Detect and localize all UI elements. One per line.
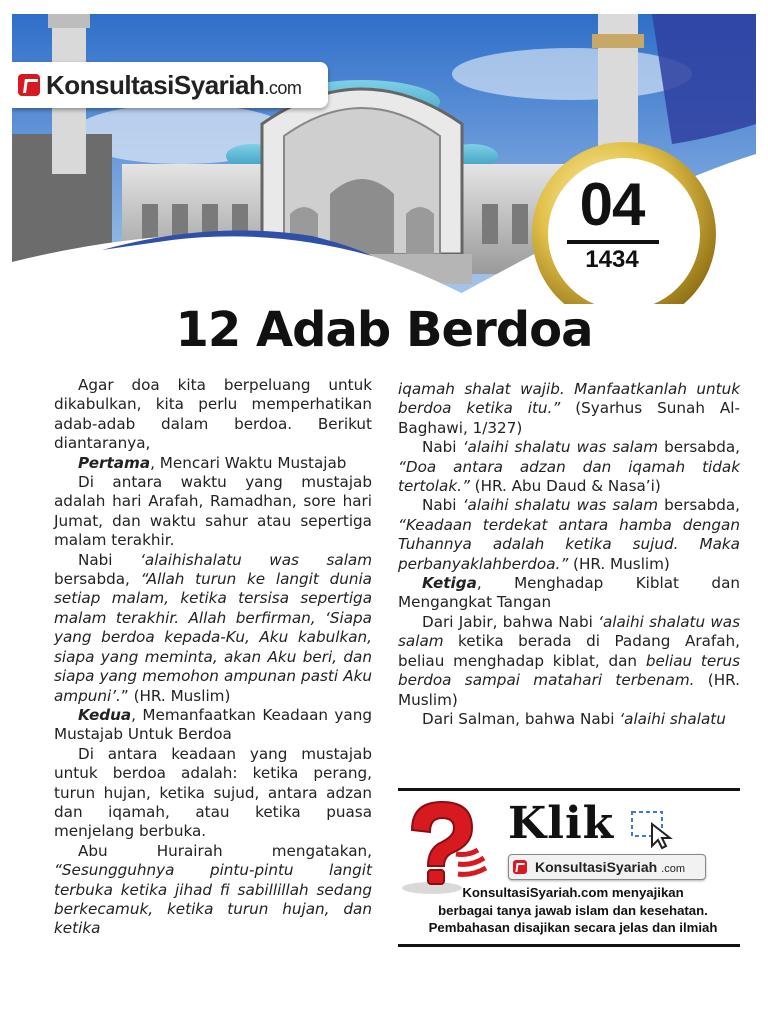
klik-heading: Klik	[508, 798, 615, 849]
section-heading: Ketiga, Menghadap Kiblat dan Mengangkat Tangan	[398, 574, 740, 612]
paragraph: Nabi ‘alaihi shalatu was salam bersabda, “Keadaan terdekat antara hamba dengan Tuhannya adalah ketika sujud. Maka perbanyaklahberdoa.” (HR. Muslim)	[398, 496, 741, 573]
cursor-click-icon	[630, 810, 674, 850]
promo-line: Pembahasan disajikan secara jelas dan ilmiah	[428, 920, 718, 935]
paragraph: Agar doa kita berpeluang untuk dikabulkan, kita perlu memperhatikan adab-adab dalam berdoa. Berikut diantaranya,	[54, 376, 372, 453]
header-banner	[12, 14, 756, 304]
paragraph: Dari Salman, bahwa Nabi ‘alaihi shalatu	[422, 709, 726, 728]
issue-badge	[517, 142, 713, 304]
paragraph: Nabi ‘alaihi shalatu was salam bersabda, “Doa antara adzan dan iqamah tidak tertolak.” (HR. Abu Daud & Nasa’i)	[398, 438, 741, 496]
promo-line: KonsultasiSyariah.com menyajikan	[462, 885, 684, 900]
paragraph: Di antara waktu yang mustajab adalah hari Arafah, Ramadhan, sore hari Jumat, dan waktu sahur atau sepertiga malam terakhir.	[54, 473, 372, 550]
logo-mark-icon	[18, 74, 40, 96]
paragraph: Nabi ‘alaihishalatu was salam bersabda, “Allah turun ke langit dunia setiap malam, ketika tersisa sepertiga malam terakhir. Allah berfirman, ‘Siapa yang berdoa kepada-Ku, Aku kabulkan, siapa yang meminta, akan Aku beri, dan siapa yang memohon ampunan pasti Aku ampuni’.” (HR. Muslim)	[54, 550, 373, 705]
divider	[398, 788, 740, 791]
paragraph: Di antara keadaan yang mustajab untuk berdoa adalah: ketika perang, turun hujan, ketika sujud, antara adzan dan iqamah, atau ketika puasa menjelang berbuka.	[54, 744, 372, 841]
promo-description	[406, 884, 740, 937]
paragraph: iqamah shalat wajib. Manfaatkanlah untuk berdoa ketika itu.” (Syarhus Sunah Al-Baghawi, 1/327)	[398, 380, 740, 437]
article-title: 12 Adab Berdoa	[175, 302, 593, 358]
promo-logo[interactable]	[508, 854, 706, 880]
article-column-right	[398, 380, 740, 729]
section-heading: Kedua, Memanfaatkan Keadaan yang Mustajab Untuk Berdoa	[54, 705, 372, 744]
issue-year: 1434	[585, 246, 639, 273]
promo-box[interactable]	[398, 788, 740, 948]
promo-line: berbagai tanya jawab islam dan kesehatan.	[438, 902, 708, 918]
section-heading: Pertama, Mencari Waktu Mustajab	[78, 453, 347, 472]
issue-divider	[567, 240, 659, 244]
site-logo[interactable]	[12, 62, 328, 108]
logo-mark-icon	[513, 860, 527, 874]
paragraph: Dari Jabir, bahwa Nabi ‘alaihi shalatu was salam ketika berada di Padang Arafah, beliau menghadap kiblat, dan beliau terus berdoa sampai matahari terbenam. (HR. Muslim)	[398, 612, 740, 709]
issue-number: 04	[579, 171, 645, 238]
article-column-left	[54, 376, 372, 939]
logo-text: KonsultasiSyariah.com	[46, 69, 302, 100]
divider	[398, 944, 740, 947]
promo-logo-text: KonsultasiSyariah .com	[535, 859, 685, 875]
question-mark-icon	[398, 796, 494, 896]
paragraph: Abu Hurairah mengatakan, “Sesungguhnya pintu-pintu langit terbuka ketika jihad fi sabillillah sedang berkecamuk, ketika turun hujan, dan ketika	[54, 841, 372, 938]
